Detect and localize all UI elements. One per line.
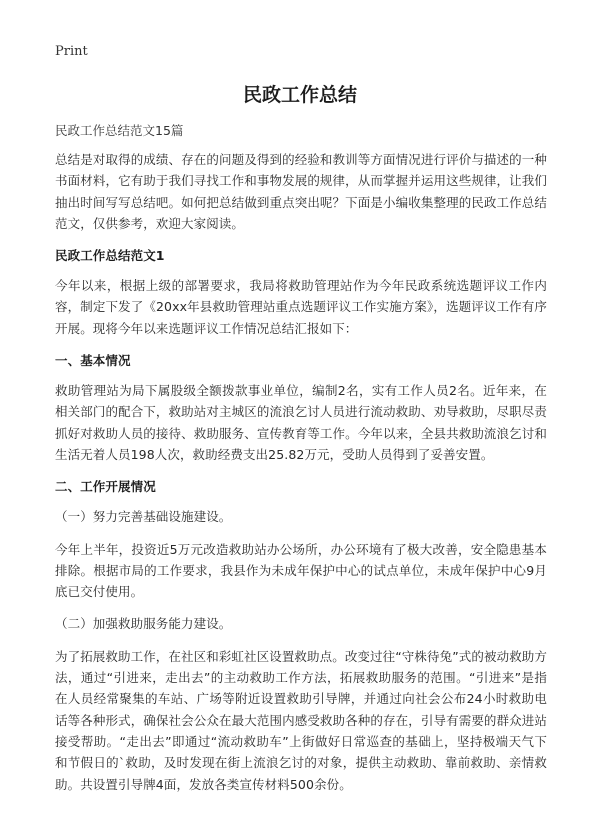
section-heading: 民政工作总结范文1 <box>55 248 165 264</box>
section-paragraph: 今年以来，根据上级的部署要求，我局将救助管理站作为今年民政系统选题评议工作内容，制定下发了《20xx年县救助管理站重点选题评议工作实施方案》，选题评议工作有序开展。现将今年以来选题评议工作情况总结汇报如下： <box>55 278 547 336</box>
print-link[interactable]: Print <box>55 44 88 59</box>
subheading-infrastructure: （一）努力完善基础设施建设。 <box>55 509 232 525</box>
basic-info-paragraph: 救助管理站为局下属股级全额拨款事业单位，编制2名，实有工作人员2名。近年来，在相关部门的配合下，救助站对主城区的流浪乞讨人员进行流动救助、劝导救助，尽职尽责抓好对救助人员的接待、救助服务、宣传教育等工作。今年以来，全县共救助流浪乞讨和生活无着人员198人次，救助经费支出25.82万元，受助人员得到了妥善安置。 <box>55 383 547 462</box>
page-title: 民政工作总结 <box>242 84 357 106</box>
subheading-service-capacity: （二）加强救助服务能力建设。 <box>55 616 232 632</box>
service-capacity-paragraph: 为了拓展救助工作，在社区和彩虹社区设置救助点。改变过往“守株待兔”式的被动救助方法，通过“引进来，走出去”的主动救助工作方法，拓展救助服务的范围。“引进来”是指在人员经常聚集的车站、广场等附近设置救助引导牌，并通过向社会公布24小时救助电话等各种形式，确保社会公众在最大范围内感受救助各种的存在，引导有需要的群众进站接受帮助。“走出去”即通过“流动救助车”上街做好日常巡查的基础上，坚持极端天气下和节假日的`救助，及时发现在街上流浪乞讨的对象，提供主动救助、靠前救助、亲情救助。共设置引导牌4面，发放各类宣传材料500余份。 <box>55 648 547 792</box>
document-body <box>55 149 547 806</box>
document-subtitle: 民政工作总结范文15篇 <box>55 123 184 138</box>
infrastructure-paragraph: 今年上半年，投资近5万元改造救助站办公场所，办公环境有了极大改善，安全隐患基本排除。根据市局的工作要求，我县作为未成年保护中心的试点单位，未成年保护中心9月底已交付使用。 <box>55 541 547 600</box>
part-heading-work-progress: 二、工作开展情况 <box>55 479 156 495</box>
intro-paragraph: 总结是对取得的成绩、存在的问题及得到的经验和教训等方面情况进行评价与描述的一种书面材料，它有助于我们寻找工作和事物发展的规律，从而掌握并运用这些规律，让我们抽出时间写写总结吧。如何把总结做到重点突出呢？下面是小编收集整理的民政工作总结范文，仅供参考，欢迎大家阅读。 <box>55 152 547 231</box>
part-heading-basic-info: 一、基本情况 <box>55 353 131 369</box>
